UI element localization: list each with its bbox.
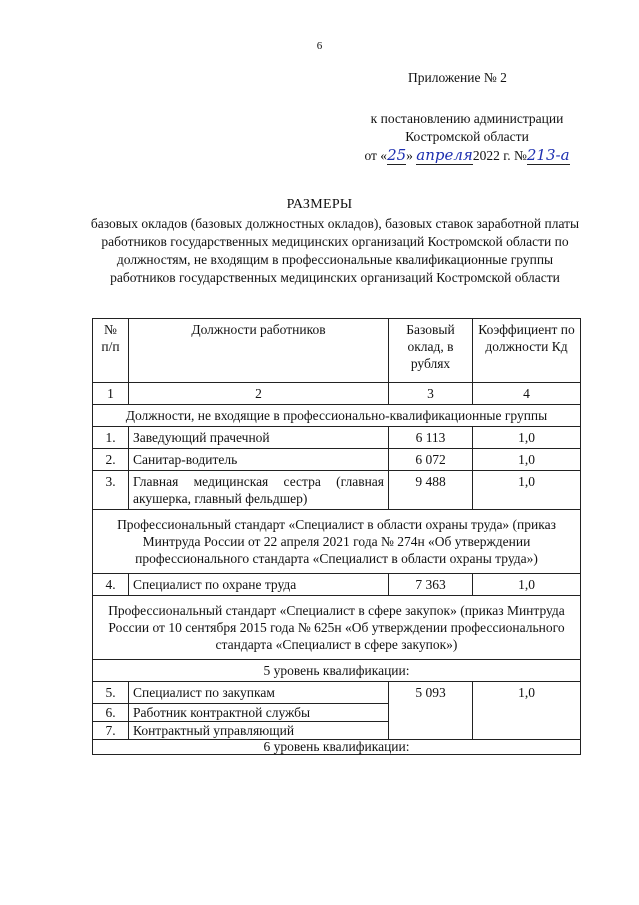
row-position: Заведующий прачечной — [129, 427, 389, 449]
row-position: Специалист по охране труда — [129, 574, 389, 596]
document-title: РАЗМЕРЫ — [286, 197, 353, 212]
date-prefix: от « — [364, 148, 388, 163]
row-position: Специалист по закупкам — [129, 682, 389, 704]
row-salary: 6 113 — [389, 427, 473, 449]
handwritten-number: 213-а — [526, 146, 570, 164]
index-cell: 3 — [389, 383, 473, 405]
handwritten-month: апреля — [416, 146, 473, 164]
document-subtitle: базовых окладов (базовых должностных окладов), базовых ставок заработной платы работников государственных медицинских организаций Костромской области по должностям, не входящим в профессиональные квалификационные группы работников государственных медицинских организаций Костромской области — [90, 216, 580, 285]
index-cell: 1 — [93, 383, 129, 405]
section-heading: Должности, не входящие в профессионально-квалификационные группы — [93, 405, 581, 427]
section-row — [93, 510, 581, 574]
row-coef: 1,0 — [473, 471, 581, 510]
level-heading: 5 уровень квалификации: — [93, 660, 581, 682]
table-row — [93, 574, 581, 596]
row-num: 5. — [93, 682, 129, 704]
row-salary: 6 072 — [389, 449, 473, 471]
level-row — [93, 740, 581, 755]
table-index-row — [93, 383, 581, 405]
header-coef: Коэффициент по должности Кд — [473, 319, 581, 383]
annex-title: Приложение № 2 — [408, 70, 507, 85]
row-coef: 1,0 — [473, 449, 581, 471]
group-coef: 1,0 — [473, 682, 581, 740]
section-heading: Профессиональный стандарт «Специалист в сфере закупок» (приказ Минтруда России от 10 сентября 2015 года № 625н «Об утверждении профессионального стандарта «Специалист в сфере закупок») — [93, 596, 581, 660]
row-num: 2. — [93, 449, 129, 471]
section-row — [93, 596, 581, 660]
date-after-day: » — [406, 148, 413, 163]
section-row — [93, 405, 581, 427]
row-coef: 1,0 — [473, 427, 581, 449]
table-header-row — [93, 319, 581, 383]
row-num: 3. — [93, 471, 129, 510]
row-position: Санитар-водитель — [129, 449, 389, 471]
level-heading: 6 уровень квалификации: — [93, 740, 581, 755]
row-num: 7. — [93, 722, 129, 740]
table-row — [93, 449, 581, 471]
annex-date-line — [352, 146, 582, 165]
row-salary: 9 488 — [389, 471, 473, 510]
row-num: 6. — [93, 704, 129, 722]
annex-region-line: Костромской области — [405, 129, 529, 144]
table-row — [93, 427, 581, 449]
header-num: № п/п — [93, 319, 129, 383]
annex-block — [352, 110, 582, 165]
header-salary: Базовый оклад, в рублях — [389, 319, 473, 383]
row-position: Главная медицинская сестра (главная акушерка, главный фельдшер) — [129, 471, 389, 510]
annex-to-line: к постановлению администрации — [370, 111, 564, 126]
row-num: 1. — [93, 427, 129, 449]
level-row — [93, 660, 581, 682]
table-row — [93, 682, 581, 704]
handwritten-day: 25 — [387, 146, 407, 164]
date-year: 2022 г. № — [472, 148, 527, 163]
row-num: 4. — [93, 574, 129, 596]
table-row — [93, 471, 581, 510]
group-salary: 5 093 — [389, 682, 473, 740]
salary-table — [92, 318, 581, 755]
index-cell: 4 — [473, 383, 581, 405]
row-position: Контрактный управляющий — [129, 722, 389, 740]
row-coef: 1,0 — [473, 574, 581, 596]
index-cell: 2 — [129, 383, 389, 405]
page-number: 6 — [316, 40, 323, 52]
row-position: Работник контрактной службы — [129, 704, 389, 722]
section-heading: Профессиональный стандарт «Специалист в области охраны труда» (приказ Минтруда России от 22 апреля 2021 года № 274н «Об утверждении профессионального стандарта «Специалист в области охраны труда») — [93, 510, 581, 574]
header-position: Должности работников — [129, 319, 389, 383]
row-salary: 7 363 — [389, 574, 473, 596]
